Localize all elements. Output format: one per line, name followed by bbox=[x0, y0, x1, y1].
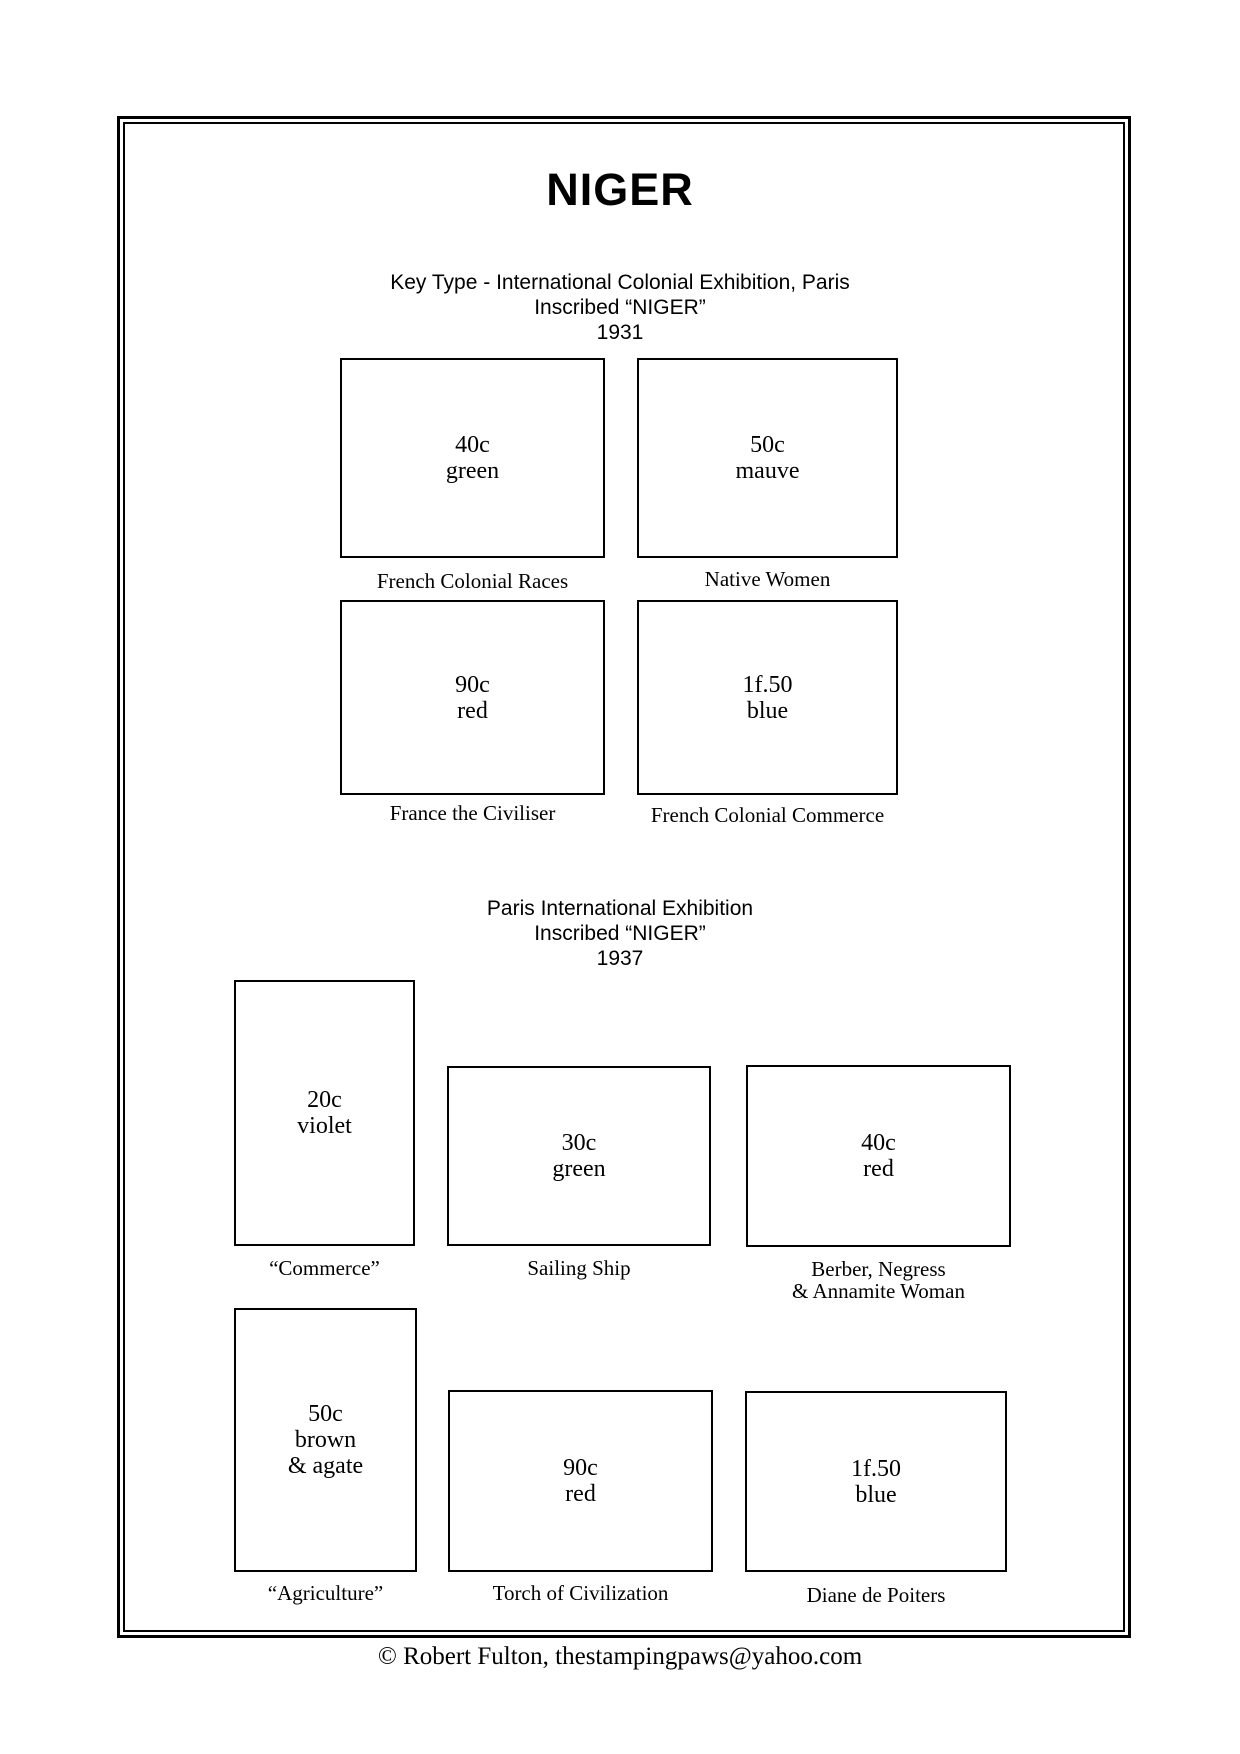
stamp-denomination: 40c bbox=[455, 432, 490, 458]
stamp-box-90c-red-1931 bbox=[340, 600, 605, 795]
stamp-denomination: 30c bbox=[561, 1130, 597, 1156]
stamp-box-50c-mauve bbox=[637, 358, 898, 558]
stamp-denomination: 20c bbox=[307, 1087, 342, 1113]
stamp-color-2: & agate bbox=[287, 1453, 364, 1479]
stamp-caption-diane-de-poiters bbox=[745, 1584, 1007, 1606]
caption-line: French Colonial Races bbox=[376, 569, 569, 593]
page-title: NIGER bbox=[546, 164, 694, 215]
stamp-denomination: 50c bbox=[750, 432, 785, 458]
stamp-caption-berber-negress-annamite-woman bbox=[746, 1258, 1011, 1302]
stamp-box-40c-red bbox=[746, 1065, 1011, 1247]
stamp-text-1f50-blue-1937 bbox=[851, 1456, 901, 1508]
stamp-caption-france-the-civiliser bbox=[340, 802, 605, 824]
stamp-color: red bbox=[457, 697, 488, 724]
stamp-color: brown bbox=[294, 1427, 357, 1453]
stamp-text-90c-red-1937 bbox=[563, 1455, 598, 1507]
stamp-caption-sailing-ship bbox=[447, 1257, 711, 1279]
section-1931-heading-year: 1931 bbox=[596, 321, 644, 344]
caption-line: Berber, Negress bbox=[811, 1257, 946, 1281]
stamp-box-20c-violet bbox=[234, 980, 415, 1246]
stamp-text-40c-red bbox=[861, 1130, 896, 1182]
caption-line: & Annamite Woman bbox=[792, 1279, 965, 1303]
section-1931-heading-line2: Inscribed “NIGER” bbox=[534, 296, 706, 319]
stamp-text-50c-mauve bbox=[736, 432, 800, 484]
section-1937-heading-line1: Paris International Exhibition bbox=[486, 897, 754, 920]
stamp-color: blue bbox=[746, 697, 789, 724]
stamp-box-90c-red-1937 bbox=[448, 1390, 713, 1572]
stamp-color: violet bbox=[297, 1113, 352, 1139]
caption-line: “Agriculture” bbox=[267, 1581, 384, 1605]
stamp-caption-torch-of-civilization bbox=[448, 1582, 713, 1604]
stamp-color: red bbox=[863, 1156, 894, 1182]
stamp-caption-agriculture bbox=[234, 1582, 417, 1604]
section-1937-heading-line2: Inscribed “NIGER” bbox=[534, 922, 706, 945]
stamp-box-1f50-blue-1937 bbox=[745, 1391, 1007, 1572]
stamp-box-40c-green bbox=[340, 358, 605, 558]
stamp-denomination: 40c bbox=[861, 1130, 896, 1156]
section-1931-heading bbox=[0, 270, 1240, 345]
stamp-text-90c-red-1931 bbox=[455, 672, 490, 724]
stamp-color: green bbox=[552, 1156, 606, 1182]
stamp-box-50c-brown-agate bbox=[234, 1308, 417, 1572]
stamp-text-1f50-blue-1931 bbox=[743, 672, 793, 724]
stamp-text-20c-violet bbox=[297, 1087, 352, 1139]
caption-line: Sailing Ship bbox=[527, 1256, 631, 1280]
caption-line: Diane de Poiters bbox=[806, 1583, 946, 1607]
caption-line: “Commerce” bbox=[269, 1256, 380, 1280]
stamp-color: mauve bbox=[735, 458, 800, 484]
stamp-box-30c-green bbox=[447, 1066, 711, 1246]
stamp-color: blue bbox=[855, 1481, 897, 1508]
stamp-text-30c-green bbox=[552, 1130, 605, 1182]
stamp-denomination: 1f.50 bbox=[742, 671, 793, 698]
stamp-denomination: 90c bbox=[563, 1455, 598, 1481]
section-1931-heading-line1: Key Type - International Colonial Exhibition, Paris bbox=[390, 271, 850, 294]
section-1937-heading-year: 1937 bbox=[596, 947, 644, 970]
stamp-color: red bbox=[565, 1481, 596, 1507]
stamp-box-1f50-blue-1931 bbox=[637, 600, 898, 795]
stamp-denomination: 50c bbox=[308, 1401, 343, 1427]
stamp-text-40c-green bbox=[446, 432, 499, 484]
section-1937-heading bbox=[0, 896, 1240, 971]
stamp-text-50c-brown-agate bbox=[288, 1401, 363, 1479]
caption-line: Torch of Civilization bbox=[492, 1581, 669, 1605]
stamp-caption-french-colonial-races bbox=[340, 570, 605, 592]
stamp-denomination: 1f.50 bbox=[851, 1455, 901, 1482]
caption-line: France the Civiliser bbox=[389, 801, 556, 825]
stamp-caption-native-women bbox=[637, 568, 898, 590]
caption-line: French Colonial Commerce bbox=[650, 803, 885, 827]
stamp-caption-french-colonial-commerce bbox=[637, 804, 898, 826]
copyright-footer: © Robert Fulton, thestampingpaws@yahoo.com bbox=[377, 1643, 863, 1670]
stamp-denomination: 90c bbox=[455, 671, 490, 698]
caption-line: Native Women bbox=[704, 567, 831, 591]
stamp-caption-commerce bbox=[234, 1257, 415, 1279]
stamp-color: green bbox=[445, 458, 500, 484]
